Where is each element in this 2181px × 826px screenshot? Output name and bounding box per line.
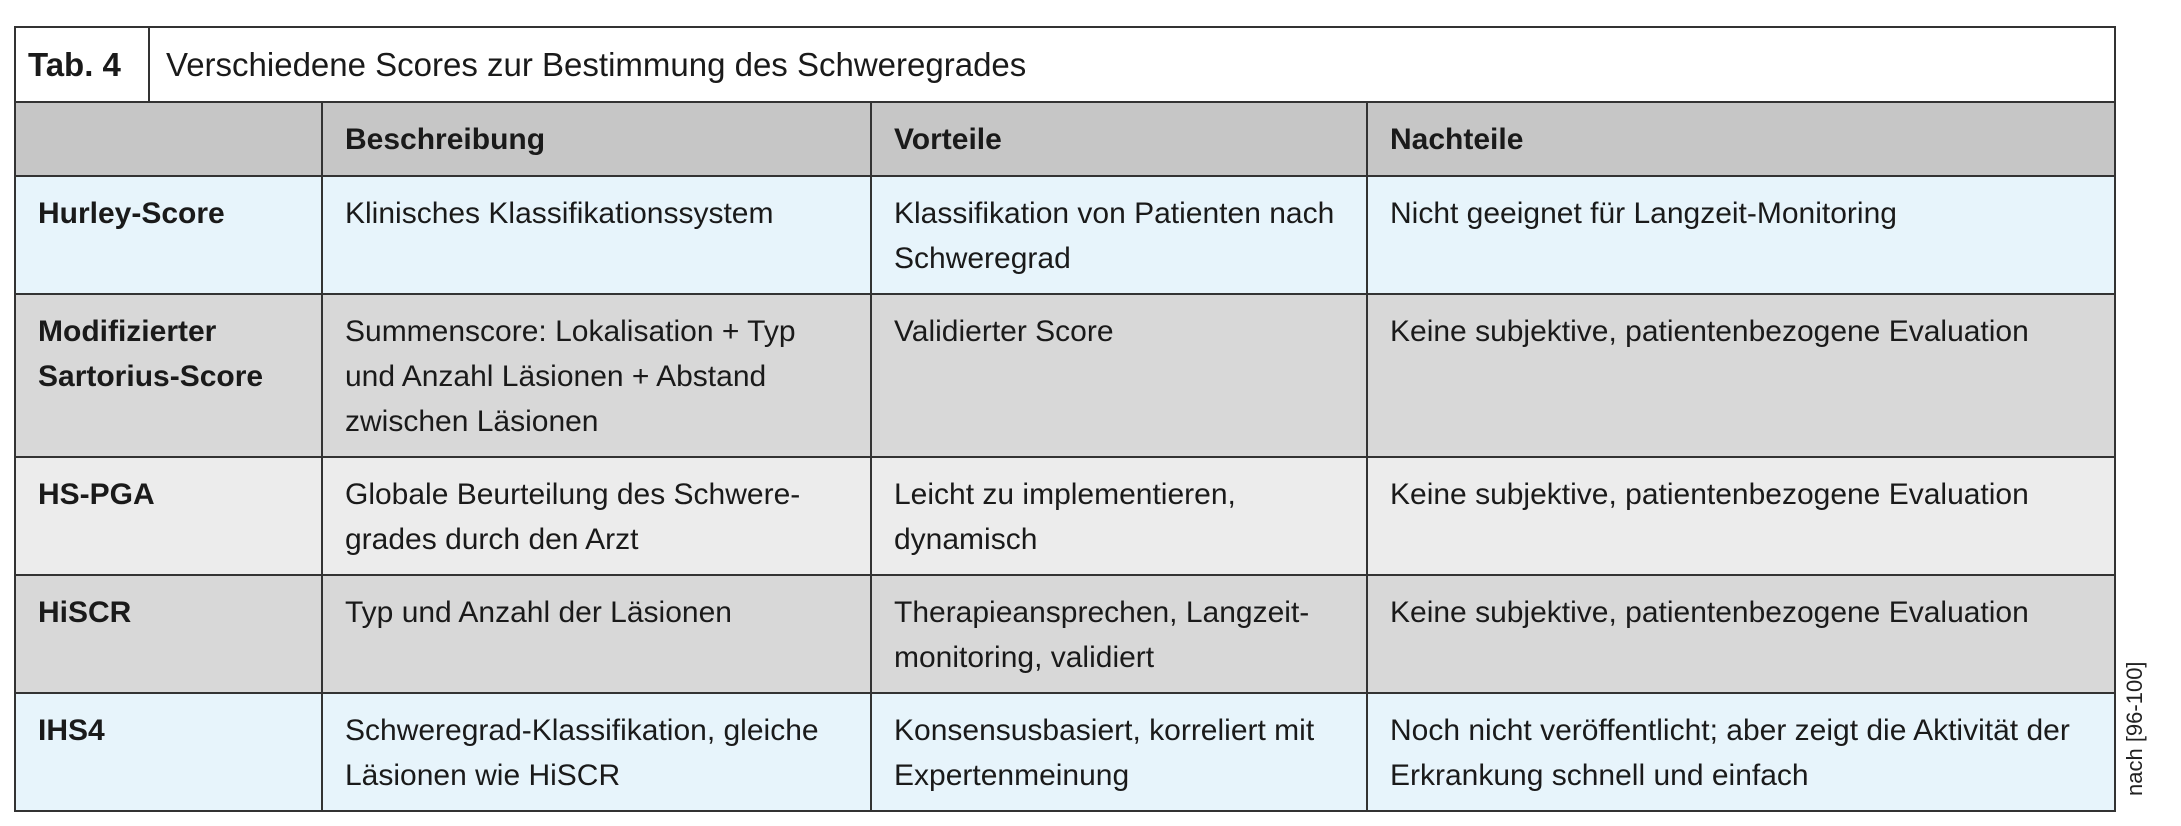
- header-cell-beschreibung: Beschreibung: [322, 103, 871, 176]
- vorteile-cell: Leicht zu implementieren, dynamisch: [871, 457, 1367, 575]
- table-row: [16, 693, 2114, 810]
- beschreibung-cell: Klinisches Klassifikationssystem: [322, 176, 871, 294]
- vorteile-cell: Validierter Score: [871, 294, 1367, 457]
- table-row: [16, 294, 2114, 457]
- score-table-figure: [14, 26, 2116, 812]
- row-name-cell: IHS4: [16, 693, 322, 810]
- beschreibung-cell: Globale Beurteilung des Schwere-grades durch den Arzt: [322, 457, 871, 575]
- nachteile-cell: Keine subjektive, patientenbezogene Evaluation: [1367, 575, 2114, 693]
- score-table: [16, 103, 2114, 810]
- source-note: nach [96-100]: [2122, 661, 2147, 796]
- vorteile-cell: Therapieansprechen, Langzeit-monitoring, validiert: [871, 575, 1367, 693]
- table-number-label: Tab. 4: [16, 28, 150, 101]
- table-title-row: [16, 28, 2114, 103]
- nachteile-cell: Keine subjektive, patientenbezogene Evaluation: [1367, 457, 2114, 575]
- beschreibung-cell: Summenscore: Lokalisation + Typ und Anzahl Läsionen + Abstand zwischen Läsionen: [322, 294, 871, 457]
- beschreibung-cell: Typ und Anzahl der Läsionen: [322, 575, 871, 693]
- row-name-cell: Modifizierter Sartorius-Score: [16, 294, 322, 457]
- table-row: [16, 457, 2114, 575]
- nachteile-cell: Noch nicht veröffentlicht; aber zeigt die Aktivität der Erkrankung schnell und einfach: [1367, 693, 2114, 810]
- table-row: [16, 575, 2114, 693]
- header-cell-nachteile: Nachteile: [1367, 103, 2114, 176]
- beschreibung-cell: Schweregrad-Klassifikation, gleiche Läsionen wie HiSCR: [322, 693, 871, 810]
- vorteile-cell: Konsensusbasiert, korreliert mit Expertenmeinung: [871, 693, 1367, 810]
- table-title: Verschiedene Scores zur Bestimmung des Schweregrades: [166, 45, 1027, 83]
- header-cell-vorteile: Vorteile: [871, 103, 1367, 176]
- nachteile-cell: Keine subjektive, patientenbezogene Evaluation: [1367, 294, 2114, 457]
- table-row: [16, 176, 2114, 294]
- row-name-cell: Hurley-Score: [16, 176, 322, 294]
- header-cell-empty: [16, 103, 322, 176]
- vorteile-cell: Klassifikation von Patienten nach Schweregrad: [871, 176, 1367, 294]
- row-name-cell: HS-PGA: [16, 457, 322, 575]
- table-header-row: [16, 103, 2114, 176]
- nachteile-cell: Nicht geeignet für Langzeit-Monitoring: [1367, 176, 2114, 294]
- row-name-cell: HiSCR: [16, 575, 322, 693]
